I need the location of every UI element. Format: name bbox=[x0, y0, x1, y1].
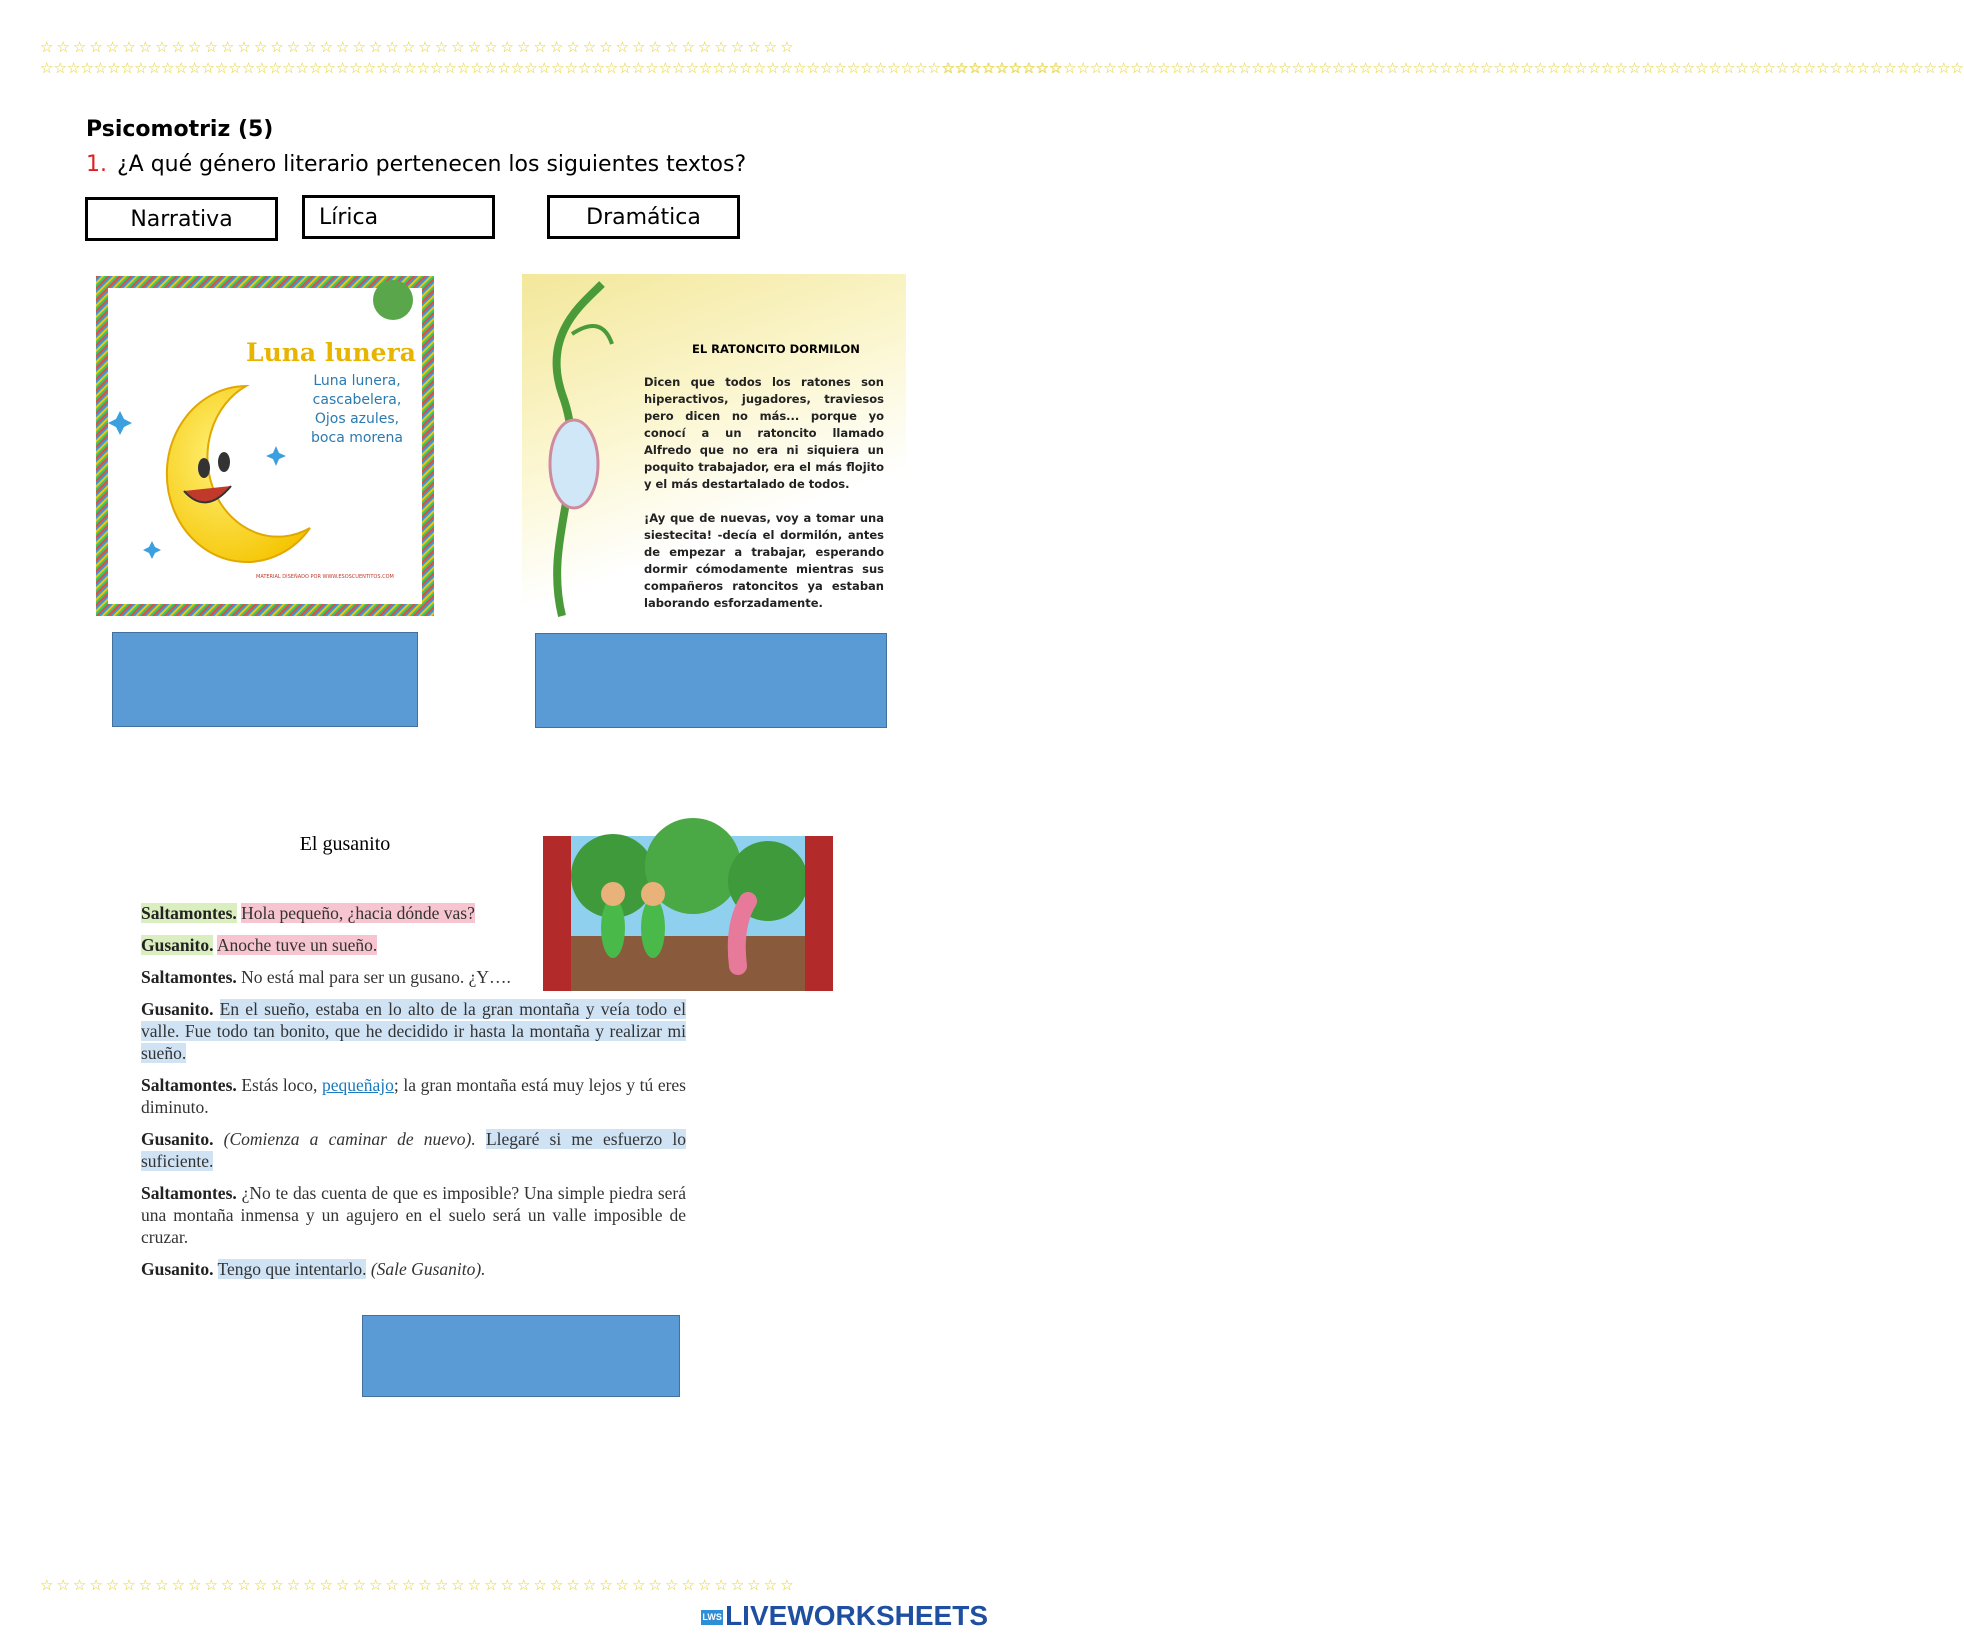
speaker: Saltamontes. bbox=[141, 1075, 237, 1095]
star-border-top: ☆☆☆☆☆☆☆☆☆☆☆☆☆☆☆☆☆☆☆☆☆☆☆☆☆☆☆☆☆☆☆☆☆☆☆☆☆☆☆☆☆☆☆☆☆☆ bbox=[40, 38, 797, 56]
brand-text: LIVEWORKSHEETS bbox=[725, 1600, 988, 1631]
ratoncito-image bbox=[522, 274, 906, 616]
dialog-line bbox=[141, 1074, 686, 1118]
line-text: Tengo que intentarlo. bbox=[217, 1259, 367, 1279]
verse: Ojos azules, bbox=[314, 411, 400, 427]
star-border-bottom: ☆☆☆☆☆☆☆☆☆☆☆☆☆☆☆☆☆☆☆☆☆☆☆☆☆☆☆☆☆☆☆☆☆☆☆☆☆☆☆☆☆☆☆☆☆☆ bbox=[40, 1576, 797, 1594]
answer-dropzone-raton[interactable] bbox=[535, 633, 887, 728]
dialog-line bbox=[141, 1128, 686, 1172]
line-text: En el sueño, estaba en lo alto de la gran montaña y veía todo el valle. Fue todo tan bonito, que he decidido ir hasta la montaña y realizar mi sueño. bbox=[141, 999, 686, 1063]
line-text: No está mal para ser un gusano. ¿Y…. bbox=[241, 967, 511, 987]
luna-verses bbox=[292, 372, 422, 448]
luna-credit: MATERIAL DISEÑADO POR WWW.ESOSCUENTITOS.COM bbox=[256, 574, 394, 580]
question-text: ¿A qué género literario pertenecen los siguientes textos? bbox=[117, 152, 747, 177]
speaker: Gusanito. bbox=[141, 1129, 214, 1149]
line-text: ; la gran montaña está muy lejos y tú eres diminuto. bbox=[141, 1075, 686, 1117]
option-label: Lírica bbox=[319, 204, 379, 230]
raton-title: EL RATONCITO DORMILON bbox=[692, 342, 860, 356]
pequenajo-link[interactable]: pequeñajo bbox=[322, 1075, 394, 1095]
speaker: Gusanito. bbox=[141, 999, 214, 1019]
question-number: 1. bbox=[86, 152, 107, 177]
option-narrativa[interactable] bbox=[85, 197, 278, 241]
dialog-line bbox=[141, 902, 686, 924]
lantern-icon bbox=[550, 420, 598, 508]
raton-paragraph-1: Dicen que todos los ratones son hiperactivos, jugadores, traviesos pero dicen no más... porque yo conocí a un ratoncito llamado Alfredo que no era ni siquiera un poquito trabajador, era el más flojito y el más destartalado de todos. bbox=[644, 375, 884, 491]
line-text: Hola pequeño, ¿hacia dónde vas? bbox=[241, 903, 475, 923]
raton-paragraph-2: ¡Ay que de nuevas, voy a tomar una siestecita! -decía el dormilón, antes de empezar a trabajar, esperando dormir cómodamente mientras sus compañeros ratoncitos ya estaban laborando esforzadamente. bbox=[644, 511, 884, 610]
luna-title: Luna lunera bbox=[246, 338, 416, 367]
speaker: Saltamontes. bbox=[141, 903, 237, 923]
dialog-line bbox=[141, 934, 686, 956]
option-lirica[interactable] bbox=[302, 195, 495, 239]
star-border-right: ☆☆☆☆☆☆☆☆☆☆☆☆☆☆☆☆☆☆☆☆☆☆☆☆☆☆☆☆☆☆☆☆☆☆☆☆☆☆☆☆☆☆☆☆☆☆☆☆☆☆☆☆☆☆☆☆☆☆☆☆☆☆☆☆☆☆☆☆☆☆☆☆☆☆☆☆ bbox=[942, 59, 1964, 77]
option-label: Narrativa bbox=[130, 206, 233, 232]
vine-illustration bbox=[522, 274, 642, 616]
speaker: Gusanito. bbox=[141, 935, 214, 955]
stage-direction: (Sale Gusanito). bbox=[370, 1259, 486, 1279]
speaker: Saltamontes. bbox=[141, 967, 237, 987]
stage-direction: (Comienza a caminar de nuevo). bbox=[223, 1129, 476, 1149]
answer-dropzone-luna[interactable] bbox=[112, 632, 418, 727]
gusanito-dialog bbox=[141, 902, 686, 1290]
question bbox=[86, 152, 746, 177]
badge-icon bbox=[373, 280, 413, 320]
curtain-right bbox=[805, 836, 833, 991]
answer-dropzone-gusanito[interactable] bbox=[362, 1315, 680, 1397]
dialog-line bbox=[141, 1182, 686, 1248]
line-text: Anoche tuve un sueño. bbox=[216, 935, 378, 955]
gusanito-title: El gusanito bbox=[299, 833, 391, 855]
line-text: ¿No te das cuenta de que es imposible? Una simple piedra será una montaña inmensa y un agujero en el suelo será un valle imposible de cruzar. bbox=[141, 1183, 687, 1247]
dialog-line bbox=[141, 1258, 686, 1280]
page-title: Psicomotriz (5) bbox=[86, 117, 274, 142]
luna-lunera-image bbox=[96, 276, 434, 616]
dialog-line bbox=[141, 966, 686, 988]
option-dramatica[interactable] bbox=[547, 195, 740, 239]
verse: boca morena bbox=[311, 430, 403, 446]
line-text: Llegaré si me esfuerzo lo suficiente. bbox=[141, 1129, 687, 1171]
option-label: Dramática bbox=[586, 204, 701, 230]
dialog-line bbox=[141, 998, 686, 1064]
liveworksheets-logo bbox=[701, 1600, 988, 1632]
verse: Luna lunera, bbox=[313, 373, 401, 389]
speaker: Gusanito. bbox=[141, 1259, 214, 1279]
lws-mark-icon: LWS bbox=[701, 1610, 723, 1625]
verse: cascabelera, bbox=[312, 392, 402, 408]
star-border-left: ☆☆☆☆☆☆☆☆☆☆☆☆☆☆☆☆☆☆☆☆☆☆☆☆☆☆☆☆☆☆☆☆☆☆☆☆☆☆☆☆☆☆☆☆☆☆☆☆☆☆☆☆☆☆☆☆☆☆☆☆☆☆☆☆☆☆☆☆☆☆☆☆☆☆☆☆ bbox=[40, 59, 1062, 77]
line-text: Estás loco, bbox=[241, 1075, 318, 1095]
speaker: Saltamontes. bbox=[141, 1183, 237, 1203]
